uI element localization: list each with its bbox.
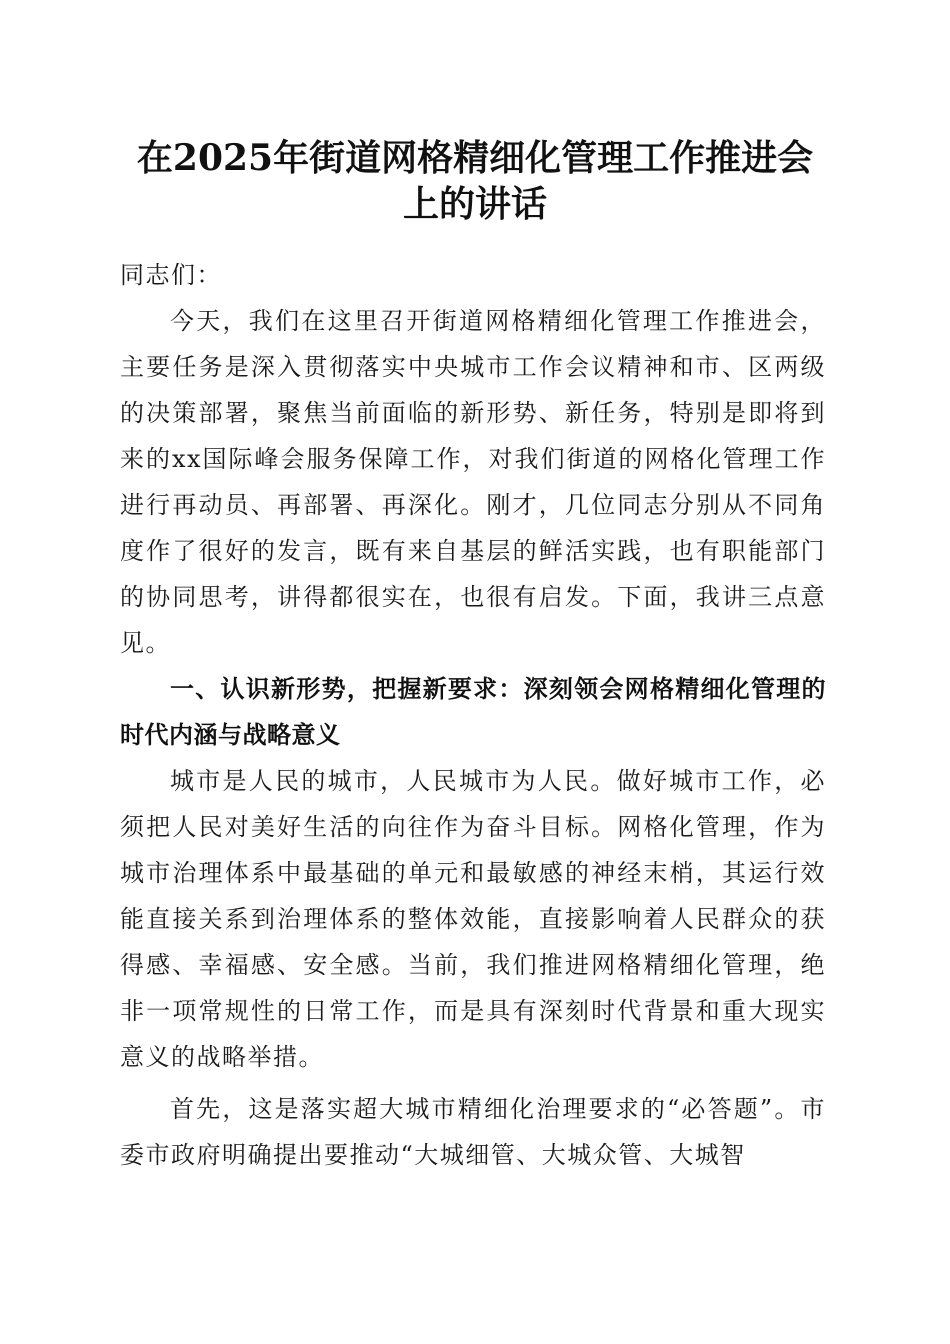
document-title: 在2025年街道网格精细化管理工作推进会上的讲话 — [136, 137, 814, 225]
paragraph-intro: 今天，我们在这里召开街道网格精细化管理工作推进会，主要任务是深入贯彻落实中央城市工作会议精神和市、区两级的决策部署，聚焦当前面临的新形势、新任务，特别是即将到来的xx国际峰会服务保障工作，对我们街道的网格化管理工作进行再动员、再部署、再深化。刚才，几位同志分别从不同角度作了很好的发言，既有来自基层的鲜活实践，也有职能部门的协同思考，讲得都很实在，也很有启发。下面，我讲三点意见。 — [120, 307, 826, 657]
salutation: 同志们： — [120, 261, 222, 289]
paragraph-section-1: 城市是人民的城市，人民城市为人民。做好城市工作，必须把人民对美好生活的向往作为奋斗目标。网格化管理，作为城市治理体系中最基础的单元和最敏感的神经末梢，其运行效能直接关系到治理体系的整体效能，直接影响着人民群众的获得感、幸福感、安全感。当前，我们推进网格精细化管理，绝非一项常规性的日常工作，而是具有深刻时代背景和重大现实意义的战略举措。 — [120, 767, 826, 1071]
document-body — [120, 252, 826, 1178]
section-heading-1: 一、认识新形势，把握新要求：深刻领会网格精细化管理的时代内涵与战略意义 — [120, 675, 826, 749]
paragraph-first-point: 首先，这是落实超大城市精细化治理要求的“必答题”。市委市政府明确提出要推动“大城细管、大城众管、大城智 — [120, 1095, 826, 1169]
